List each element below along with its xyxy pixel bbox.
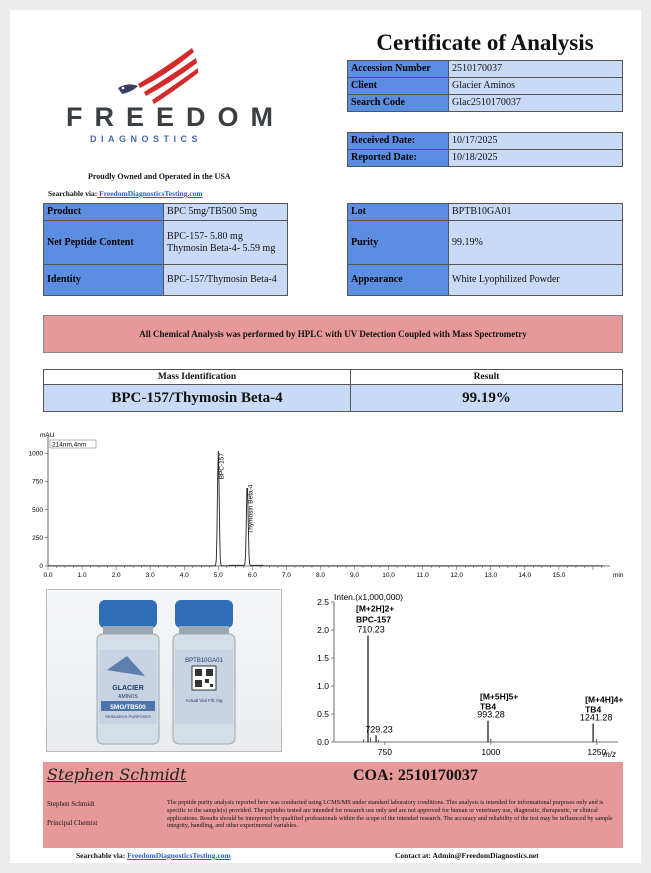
mass-id-value: BPC-157/Thymosin Beta-4 xyxy=(44,385,351,412)
vial-illustration xyxy=(47,590,283,753)
product-vial-photo xyxy=(46,589,282,752)
vial-dose-text: 5MG/TB500 xyxy=(110,704,146,711)
lot-label: Lot xyxy=(348,204,449,221)
product-table xyxy=(43,203,288,296)
ms-peak-value-1: 710.23 xyxy=(357,624,385,635)
mass-id-header: Mass Identification xyxy=(44,370,351,385)
ms-y-tick-label: 0.0 xyxy=(317,737,329,747)
ms-peak-ion-4: [M+4H]4+ xyxy=(585,694,624,705)
reported-date-value: 10/18/2025 xyxy=(449,150,623,167)
search-code-value: Glac2510170037 xyxy=(449,95,623,112)
identity-value: BPC-157/Thymosin Beta-4 xyxy=(164,265,288,296)
vial-brand-text: GLACIER xyxy=(112,685,144,692)
hplc-y-tick-label: 1000 xyxy=(28,450,43,458)
ms-x-tick-label: 750 xyxy=(377,747,392,757)
hplc-x-tick-label: 13.0 xyxy=(484,572,498,579)
identity-label: Identity xyxy=(44,265,164,296)
method-banner: All Chemical Analysis was performed by HPLC with UV Detection Coupled with Mass Spectrometry xyxy=(43,315,623,353)
hplc-x-tick-label: 5.0 xyxy=(213,572,223,579)
brand-subtitle: DIAGNOSTICS xyxy=(90,134,203,144)
lot-value: BPTB10GA01 xyxy=(449,204,623,221)
chemist-role: Principal Chemist xyxy=(47,819,98,827)
ms-peak-name-3: TB4 xyxy=(479,701,497,712)
owned-tagline: Proudly Owned and Operated in the USA xyxy=(88,172,231,181)
disclaimer-text: The peptide purity analysis reported here was conducted using LCMS/MS under standard laboratory conditions. This analysis is intended for informational purposes only and is specific to the sample(s) provided. The peptides tested are intended for research use only and are not approved for human or veterinary use, diagnostic, therapeutic, or clinical applications. Results should be interpreted by qualified professionals within the scope of the intended research. The accuracy and reliability of the test may be influenced by sample integrity, handling, and other experimental variables. xyxy=(167,799,613,830)
hplc-x-tick-label: 1.0 xyxy=(77,572,87,579)
ms-x-tick-label: 1250 xyxy=(587,747,607,757)
hplc-x-tick-label: 14.0 xyxy=(518,572,532,579)
vial-lot-text: BPTB10GA01 xyxy=(185,658,223,664)
footer-contact: Contact at: Admin@FreedomDiagnostics.net xyxy=(395,851,539,860)
result-header: Result xyxy=(351,370,623,385)
result-value: 99.19% xyxy=(351,385,623,412)
signature-footer xyxy=(43,762,623,848)
hplc-x-tick-label: 10.0 xyxy=(382,572,395,579)
hplc-x-tick-label: 11.0 xyxy=(416,572,429,579)
search-code-label: Search Code xyxy=(348,95,449,112)
ms-peak-value-2: 729.23 xyxy=(365,724,393,735)
purity-value: 99.19% xyxy=(449,221,623,265)
ms-y-tick-label: 2.5 xyxy=(317,597,329,607)
ms-peak-ion-1: [M+2H]2+ xyxy=(356,603,395,614)
vial-fill-text: Actual Vial Fill: mg xyxy=(185,698,223,703)
hplc-legend: 214nm,4nm xyxy=(52,441,87,449)
received-date-value: 10/17/2025 xyxy=(449,133,623,150)
ms-y-tick-label: 1.5 xyxy=(317,653,329,663)
searchable-via xyxy=(48,189,203,198)
appearance-label: Appearance xyxy=(348,265,449,296)
ms-peak-value-4: 1241.28 xyxy=(579,712,613,723)
ms-peak-ion-3: [M+5H]5+ xyxy=(479,691,519,702)
hplc-y-tick-label: 250 xyxy=(32,535,43,543)
hplc-x-tick-label: 3.0 xyxy=(145,572,155,579)
searchable-label: Searchable via: xyxy=(48,189,98,198)
hplc-x-tick-label: 7.0 xyxy=(281,572,291,579)
hplc-x-tick-label: 6.0 xyxy=(247,572,257,579)
hplc-x-tick-label: 0.0 xyxy=(43,572,53,579)
ms-y-tick-label: 1.0 xyxy=(317,681,329,691)
received-date-label: Received Date: xyxy=(348,133,449,150)
hplc-y-tick-label: 0 xyxy=(39,563,43,571)
hplc-y-tick-label: 750 xyxy=(32,478,43,486)
lot-table xyxy=(347,203,623,296)
hplc-x-tick-label: 9.0 xyxy=(350,572,360,579)
footer-website-link[interactable]: FreedomDiagnosticsTesting.com xyxy=(127,851,231,860)
vial-research-text: RESEARCH PURPOSES xyxy=(105,714,151,719)
ms-peak-value-3: 993.28 xyxy=(477,709,505,720)
dates-table xyxy=(347,132,623,167)
ms-peak-name-4: TB4 xyxy=(585,704,602,715)
website-link[interactable]: FreedomDiagnosticsTesting.com xyxy=(97,189,203,198)
net-peptide-label: Net Peptide Content xyxy=(44,221,164,265)
vial-sub-text: AMINOS xyxy=(118,694,138,700)
chemist-name: Stephen Schmidt xyxy=(47,800,95,808)
ms-x-tick-label: 1000 xyxy=(481,747,501,757)
flag-eagle-logo xyxy=(110,38,200,108)
hplc-x-tick-label: 2.0 xyxy=(111,572,121,579)
accession-value: 2510170037 xyxy=(449,61,623,78)
appearance-value: White Lyophilized Powder xyxy=(449,265,623,296)
net-peptide-value: BPC-157- 5.80 mg Thymosin Beta-4- 5.59 mg xyxy=(164,221,288,265)
certificate-page xyxy=(10,10,641,863)
hplc-chromatogram xyxy=(10,428,641,580)
accession-label: Accession Number xyxy=(348,61,449,78)
product-label: Product xyxy=(44,204,164,221)
purity-label: Purity xyxy=(348,221,449,265)
hplc-x-tick-label: 15.0 xyxy=(552,572,566,579)
hplc-x-tick-label: 12.0 xyxy=(450,572,464,579)
hplc-peak-label-1: BPC-157 xyxy=(218,453,226,480)
ms-y-label: Inten.(x1,000,000) xyxy=(334,592,403,602)
hplc-x-tick-label: 8.0 xyxy=(315,572,326,579)
mass-spectrum xyxy=(300,580,630,760)
hplc-unit-label: mAU xyxy=(40,432,55,439)
hplc-trace xyxy=(48,451,603,566)
coa-number: COA: 2510170037 xyxy=(353,767,478,784)
ms-y-tick-label: 0.5 xyxy=(317,709,329,719)
product-value: BPC 5mg/TB500 5mg xyxy=(164,204,288,221)
hplc-x-unit: min xyxy=(613,572,624,579)
page-title: Certificate of Analysis xyxy=(376,30,594,55)
client-label: Client xyxy=(348,78,449,95)
accession-table xyxy=(347,60,623,112)
chemist-signature: Stephen Schmidt xyxy=(47,765,187,784)
hplc-y-tick-label: 500 xyxy=(32,506,43,514)
footer-searchable xyxy=(76,851,231,860)
ms-y-tick-label: 2.0 xyxy=(317,625,329,635)
footer-searchable-label: Searchable via: xyxy=(76,851,126,860)
ms-peak-name-1: BPC-157 xyxy=(356,614,391,625)
reported-date-label: Reported Date: xyxy=(348,150,449,167)
client-value: Glacier Aminos xyxy=(449,78,623,95)
ms-x-label: m/z xyxy=(603,750,616,759)
hplc-x-tick-label: 4.0 xyxy=(179,572,189,579)
hplc-peak-label-2: Thymosin Beta-4 xyxy=(247,484,255,534)
brand-name: FREEDOM xyxy=(66,102,285,132)
mass-identification-table xyxy=(43,369,623,412)
